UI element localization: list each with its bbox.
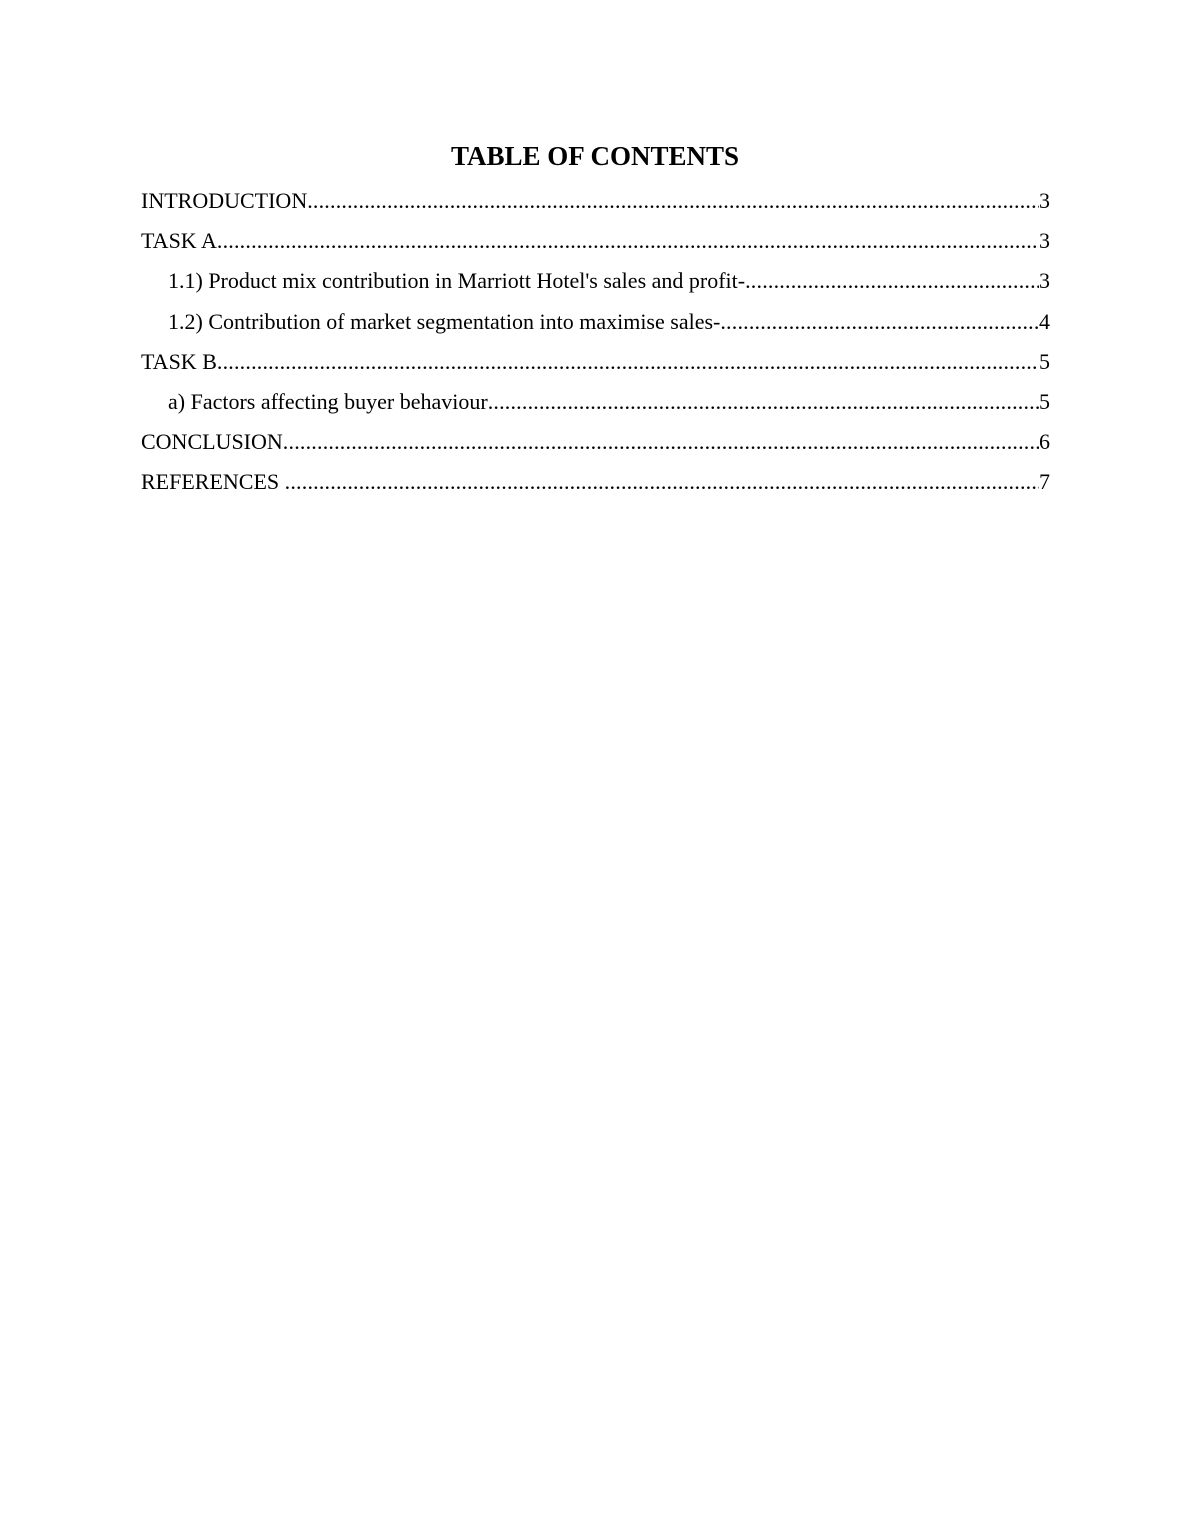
dot-leader <box>720 306 1039 338</box>
toc-entry-market-segmentation[interactable] <box>141 306 1050 346</box>
toc-entry-page: 7 <box>1039 469 1050 495</box>
toc-entry-label: REFERENCES <box>141 469 285 495</box>
toc-heading: TABLE OF CONTENTS <box>450 141 740 171</box>
toc-entry-introduction[interactable] <box>141 185 1050 225</box>
toc-entry-page: 3 <box>1039 188 1050 213</box>
toc-entry-task-b[interactable] <box>141 346 1050 386</box>
toc-entry-label: TASK A <box>141 228 217 254</box>
toc-entry-references[interactable] <box>141 466 1050 506</box>
toc-entry-label: INTRODUCTION <box>141 188 308 213</box>
dot-leader <box>217 346 1039 378</box>
toc-entry-label: TASK B <box>141 348 217 374</box>
toc-entry-page: 6 <box>1039 429 1050 455</box>
dot-leader <box>217 225 1039 257</box>
table-of-contents <box>141 185 1050 507</box>
toc-entry-page: 5 <box>1039 348 1050 374</box>
toc-entry-page: 3 <box>1039 228 1050 254</box>
toc-entry-label: 1.1) Product mix contribution in Marriott Hotel's sales and profit- <box>168 268 746 294</box>
toc-entry-page: 3 <box>1039 268 1050 294</box>
toc-entry-page: 4 <box>1039 308 1050 334</box>
toc-entry-task-a[interactable] <box>141 225 1050 265</box>
toc-entry-buyer-behaviour[interactable] <box>141 386 1050 426</box>
dot-leader <box>745 265 1039 297</box>
dot-leader <box>285 466 1039 498</box>
toc-entry-product-mix[interactable] <box>141 265 1050 305</box>
toc-entry-page: 5 <box>1039 388 1050 414</box>
toc-entry-label: CONCLUSION <box>141 429 283 455</box>
dot-leader <box>307 185 1039 217</box>
toc-entry-label: a) Factors affecting buyer behaviour <box>168 388 488 414</box>
dot-leader <box>488 386 1039 418</box>
toc-entry-label: 1.2) Contribution of market segmentation into maximise sales- <box>168 308 721 334</box>
toc-entry-conclusion[interactable] <box>141 426 1050 466</box>
dot-leader <box>283 426 1039 458</box>
